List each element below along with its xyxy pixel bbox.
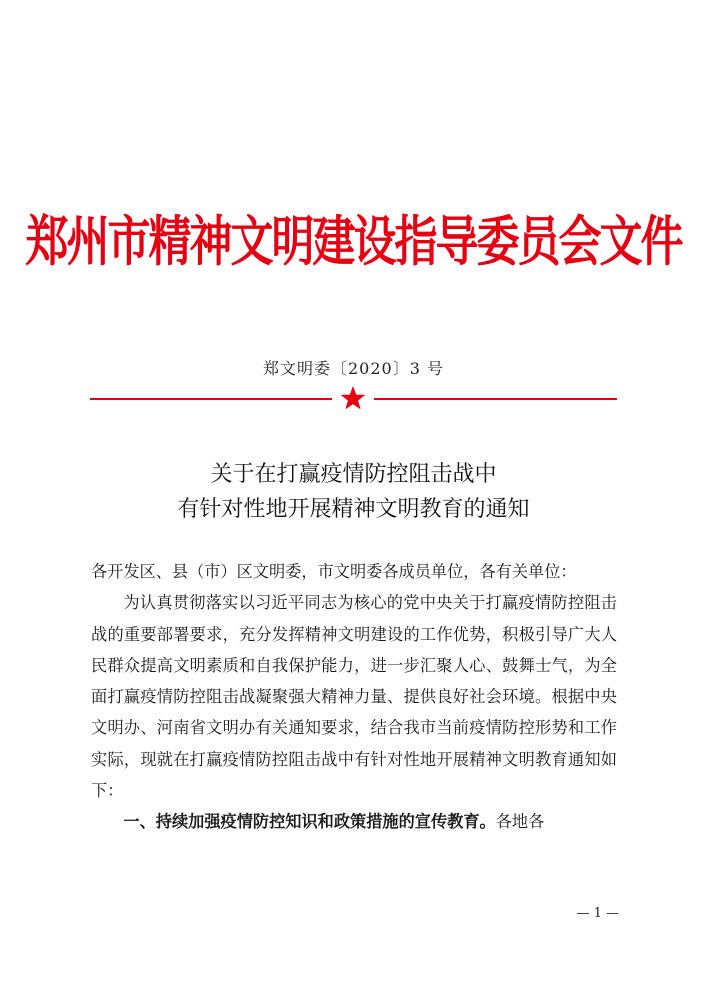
red-divider-right xyxy=(374,398,617,400)
notice-title-line2: 有针对性地开展精神文明教育的通知 xyxy=(177,497,530,522)
addressee: 各开发区、县（市）区文明委，市文明委各成员单位，各有关单位： xyxy=(91,562,577,581)
section-one-paragraph xyxy=(91,806,617,837)
section-one-heading: 一、持续加强疫情防控知识和政策措施的宣传教育。 xyxy=(123,812,496,832)
star-icon xyxy=(340,385,366,411)
section-one-text: 各地各 xyxy=(495,812,545,832)
notice-title-line1: 关于在打赢疫情防控阻击战中 xyxy=(210,462,497,487)
page-number: — 1 — xyxy=(576,906,619,921)
red-divider-left xyxy=(90,398,332,400)
document-number: 郑文明委〔2020〕3 号 xyxy=(263,359,444,378)
intro-paragraph: 为认真贯彻落实以习近平同志为核心的党中央关于打赢疫情防控阻击战的重要部署要求，充分发挥精神文明建设的工作优势，积极引导广大人民群众提高文明素质和自我保护能力，进一步汇聚人心、鼓舞士气，为全面打赢疫情防控阻击战凝聚强大精神力量、提供良好社会环境。根据中央文明办、河南省文明办有关通知要求，结合我市当前疫情防控形势和工作实际，现就在打赢疫情防控阻击战中有针对性地开展精神文明教育通知如下： xyxy=(91,593,617,801)
notice-body xyxy=(91,556,617,838)
issuer-title: 郑州市精神文明建设指导委员会文件 xyxy=(25,211,682,274)
